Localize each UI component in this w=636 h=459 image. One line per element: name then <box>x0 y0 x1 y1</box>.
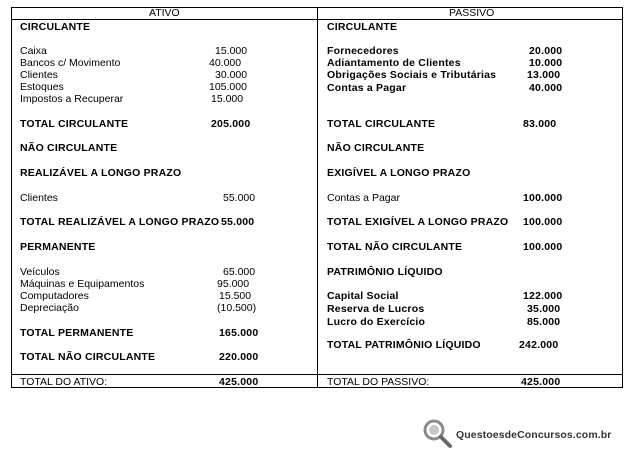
passivo-total-pl-label: TOTAL PATRIMÔNIO LÍQUIDO <box>327 339 481 351</box>
ativo-item-value: 105.000 <box>209 81 247 93</box>
ativo-total-circulante-label: TOTAL CIRCULANTE <box>20 118 129 130</box>
passivo-pl-item-value: 35.000 <box>527 303 561 315</box>
ativo-rlp-item-value: 55.000 <box>223 192 256 204</box>
passivo-item-value: 10.000 <box>529 57 563 69</box>
passivo-total-pl-value: 242.000 <box>519 339 559 351</box>
passivo-pl-item-value: 85.000 <box>527 316 561 328</box>
ativo-rlp-title: REALIZÁVEL A LONGO PRAZO <box>20 167 182 179</box>
ativo-item-value: 15.000 <box>211 93 244 105</box>
ativo-perm-item-value: 95.000 <box>217 278 250 290</box>
ativo-total-value: 425.000 <box>219 376 259 388</box>
ativo-item-value: 40.000 <box>209 57 242 69</box>
ativo-total-permanente-label: TOTAL PERMANENTE <box>20 327 134 339</box>
ativo-total-nao-circulante-value: 220.000 <box>219 351 259 363</box>
passivo-pl-item-value: 122.000 <box>523 290 563 302</box>
ativo-item-value: 15.000 <box>215 45 248 57</box>
passivo-total-value: 425.000 <box>521 376 561 388</box>
watermark-logo <box>420 416 630 452</box>
ativo-perm-item-value: 15.500 <box>219 290 252 302</box>
ativo-total-nao-circulante-label: TOTAL NÃO CIRCULANTE <box>20 351 156 363</box>
passivo-total-circulante-label: TOTAL CIRCULANTE <box>327 118 436 130</box>
ativo-header: ATIVO <box>149 7 180 19</box>
ativo-item-label: Bancos c/ Movimento <box>20 57 121 69</box>
passivo-nao-circulante-title: NÃO CIRCULANTE <box>327 142 425 154</box>
passivo-circulante-title: CIRCULANTE <box>327 21 398 33</box>
passivo-item-label: Contas a Pagar <box>327 82 407 94</box>
passivo-item-value: 13.000 <box>527 69 561 81</box>
ativo-total-rlp-value: 55.000 <box>221 216 255 228</box>
passivo-pl-item-label: Capital Social <box>327 290 399 302</box>
passivo-elp-item-label: Contas a Pagar <box>327 192 400 204</box>
passivo-header: PASSIVO <box>449 7 495 19</box>
ativo-permanente-title: PERMANENTE <box>20 241 96 253</box>
ativo-perm-item-label: Veículos <box>20 266 60 278</box>
passivo-elp-title: EXIGÍVEL A LONGO PRAZO <box>327 167 471 179</box>
passivo-total-circulante-value: 83.000 <box>523 118 557 130</box>
passivo-total-nao-circulante-value: 100.000 <box>523 241 563 253</box>
ativo-perm-item-value: (10.500) <box>217 302 257 314</box>
ativo-item-value: 30.000 <box>215 69 248 81</box>
ativo-perm-item-label: Depreciação <box>20 302 79 314</box>
passivo-pl-item-label: Reserva de Lucros <box>327 303 425 315</box>
ativo-perm-item-label: Computadores <box>20 290 89 302</box>
ativo-item-label: Clientes <box>20 69 58 81</box>
ativo-total-label: TOTAL DO ATIVO: <box>20 376 108 388</box>
passivo-item-value: 40.000 <box>529 82 563 94</box>
ativo-circulante-title: CIRCULANTE <box>20 21 91 33</box>
passivo-item-value: 20.000 <box>529 45 563 57</box>
ativo-total-permanente-value: 165.000 <box>219 327 259 339</box>
balance-sheet <box>11 7 623 388</box>
ativo-item-label: Impostos a Recuperar <box>20 93 124 105</box>
passivo-item-label: Obrigações Sociais e Tributárias <box>327 69 497 81</box>
passivo-item-label: Adiantamento de Clientes <box>327 57 461 69</box>
ativo-total-rlp-label: TOTAL REALIZÁVEL A LONGO PRAZO <box>20 216 220 228</box>
column-divider <box>317 7 318 388</box>
passivo-item-label: Fornecedores <box>327 45 399 57</box>
passivo-elp-item-value: 100.000 <box>523 192 563 204</box>
watermark-text: QuestoesdeConcursos.com.br <box>456 429 612 441</box>
passivo-total-elp-value: 100.000 <box>523 216 563 228</box>
ativo-perm-item-value: 65.000 <box>223 266 256 278</box>
passivo-pl-item-label: Lucro do Exercício <box>327 316 426 328</box>
passivo-total-label: TOTAL DO PASSIVO: <box>327 376 430 388</box>
ativo-total-circulante-value: 205.000 <box>211 118 251 130</box>
ativo-rlp-item-label: Clientes <box>20 192 58 204</box>
passivo-pl-title: PATRIMÔNIO LÍQUIDO <box>327 266 443 278</box>
ativo-perm-item-label: Máquinas e Equipamentos <box>20 278 145 290</box>
search-icon <box>420 416 454 450</box>
ativo-nao-circulante-title: NÃO CIRCULANTE <box>20 142 118 154</box>
ativo-item-label: Caixa <box>20 45 47 57</box>
ativo-item-label: Estoques <box>20 81 64 93</box>
passivo-total-elp-label: TOTAL EXIGÍVEL A LONGO PRAZO <box>327 216 509 228</box>
passivo-total-nao-circulante-label: TOTAL NÃO CIRCULANTE <box>327 241 463 253</box>
